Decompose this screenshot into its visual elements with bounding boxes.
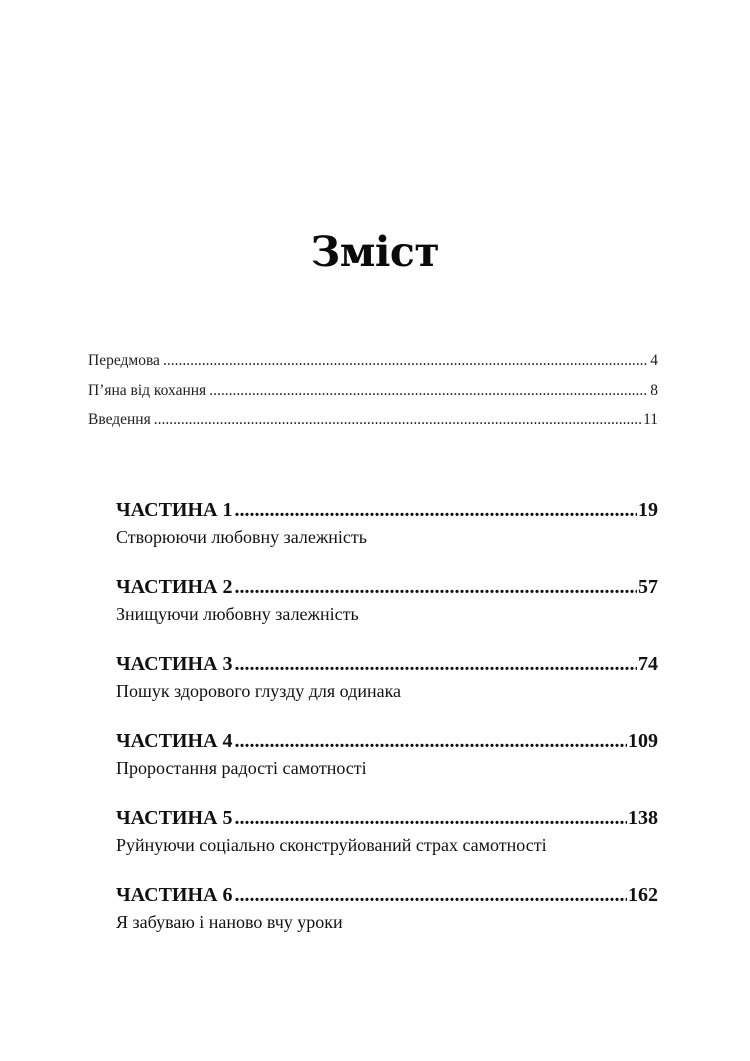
toc-entry-introduction[interactable] (88, 411, 658, 441)
toc-entry-page: 11 (643, 411, 658, 428)
dot-leader (234, 496, 637, 524)
part-subtitle: Створюючи любовну залежність (116, 527, 367, 547)
toc-part-3[interactable] (116, 650, 658, 727)
part-heading (116, 650, 658, 678)
dot-leader (234, 881, 627, 909)
dot-leader (234, 727, 627, 755)
part-heading (116, 573, 658, 601)
parts-list (116, 496, 658, 958)
part-label: ЧАСТИНА 6 (116, 884, 233, 906)
toc-part-1[interactable] (116, 496, 658, 573)
toc-entry-label: Передмова (88, 352, 160, 369)
toc-entry-label: Введення (88, 411, 151, 428)
dot-leader (234, 804, 627, 832)
part-label: ЧАСТИНА 4 (116, 730, 233, 752)
part-label: ЧАСТИНА 3 (116, 653, 233, 675)
front-matter-list (88, 352, 658, 441)
part-subtitle: Я забуваю і наново вчу уроки (116, 912, 343, 932)
toc-part-6[interactable] (116, 881, 658, 958)
dot-leader (154, 411, 641, 429)
part-heading (116, 496, 658, 524)
part-label: ЧАСТИНА 1 (116, 499, 233, 521)
part-page: 19 (638, 499, 658, 521)
part-heading (116, 727, 658, 755)
toc-entry-page: 4 (650, 352, 658, 369)
dot-leader (163, 352, 648, 370)
toc-part-4[interactable] (116, 727, 658, 804)
toc-entry-label: П’яна від кохання (88, 381, 207, 399)
part-page: 74 (638, 653, 658, 675)
part-heading (116, 881, 658, 909)
toc-part-5[interactable] (116, 804, 658, 881)
dot-leader (209, 382, 648, 400)
part-page: 109 (628, 730, 658, 752)
dot-leader (234, 573, 637, 601)
page-title: Зміст (310, 228, 440, 276)
part-page: 57 (638, 576, 658, 598)
part-subtitle: Проростання радості самотності (116, 758, 367, 778)
part-label: ЧАСТИНА 5 (116, 807, 233, 829)
dot-leader (234, 650, 637, 678)
part-page: 162 (628, 884, 658, 906)
part-subtitle: Руйнуючи соціально сконструйований страх самотності (116, 835, 547, 855)
toc-entry-drunk-on-love[interactable] (88, 382, 658, 412)
part-page: 138 (628, 807, 658, 829)
toc-entry-preface[interactable] (88, 352, 658, 382)
part-label: ЧАСТИНА 2 (116, 576, 233, 598)
toc-part-2[interactable] (116, 573, 658, 650)
toc-entry-page: 8 (650, 381, 658, 399)
part-subtitle: Пошук здорового глузду для одинака (116, 681, 402, 701)
part-subtitle: Знищуючи любовну залежність (116, 604, 359, 624)
part-heading (116, 804, 658, 832)
